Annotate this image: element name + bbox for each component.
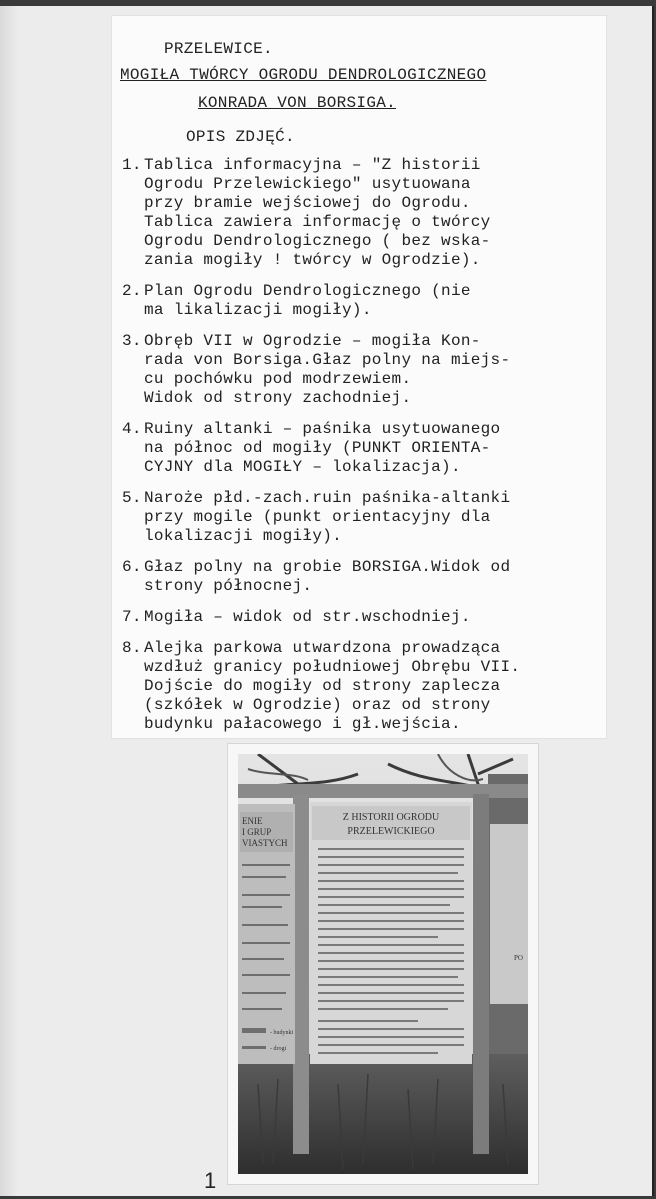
right-panel-label: PO xyxy=(514,954,523,962)
list-item xyxy=(122,156,600,270)
item-text: Alejka parkowa utwardzona prowadząca wzdłuż granicy południowej Obrębu VII. Dojście do mogiły od strony zaplecza (szkółek w Ogrodzie) oraz od strony budynku pałacowego i gł.wejścia. xyxy=(144,639,521,733)
item-number: 2. xyxy=(122,282,142,300)
document-title-line-2: KONRADA VON BORSIGA. xyxy=(198,94,397,112)
list-item xyxy=(122,608,600,627)
item-text: Naroże płd.-zach.ruin paśnika-altanki przy mogile (punkt orientacyjny dla lokalizacji mogiły). xyxy=(144,489,511,545)
list-item xyxy=(122,639,600,734)
item-number: 6. xyxy=(122,558,142,576)
item-number: 4. xyxy=(122,420,142,438)
photo-scene xyxy=(238,754,528,1174)
item-number: 1. xyxy=(122,156,142,174)
list-item xyxy=(122,420,600,477)
legend-roads: - drogi xyxy=(270,1046,287,1052)
photograph xyxy=(228,744,538,1184)
item-text: Mogiła – widok od str.wschodniej. xyxy=(144,608,471,626)
list-item xyxy=(122,332,600,408)
item-text: Plan Ogrodu Dendrologicznego (nie ma likalizacji mogiły). xyxy=(144,282,471,319)
page-number: 1 xyxy=(204,1168,217,1193)
item-text: Obręb VII w Ogrodzie – mogiła Kon- rada von Borsiga.Głaz polny na miejs- cu pochówku pod modrzewiem. Widok od strony zachodniej. xyxy=(144,332,511,407)
sign-title-line-2: PRZELEWICKIEGO xyxy=(347,826,435,837)
sign-title-line-1: Z HISTORII OGRODU xyxy=(342,812,440,823)
typed-description-sheet xyxy=(112,16,606,738)
left-panel-line-1: ENIE xyxy=(242,816,263,826)
photo-description-list xyxy=(122,156,600,746)
place-heading: PRZELEWICE. xyxy=(164,40,273,58)
item-number: 7. xyxy=(122,608,142,626)
list-item xyxy=(122,282,600,320)
document-title-line-1: MOGIŁA TWÓRCY OGRODU DENDROLOGICZNEGO xyxy=(120,66,487,84)
item-text: Ruiny altanki – paśnika usytuowanego na północ od mogiły (PUNKT ORIENTA- CYJNY dla MOGIŁY – lokalizacja). xyxy=(144,420,501,476)
information-board-photo xyxy=(238,754,528,1174)
mounting-board xyxy=(0,6,654,1196)
list-item xyxy=(122,489,600,546)
legend-buildings: - budynki xyxy=(270,1030,294,1036)
left-panel-line-3: VIASTYCH xyxy=(242,838,288,848)
item-text: Tablica informacyjna – "Z historii Ogrodu Przelewickiego" usytuowana przy bramie wejściowej do Ogrodu. Tablica zawiera informację o twórcy Ogrodu Dendrologicznego ( bez wska- zania mogiły ! twórcy w Ogrodzie). xyxy=(144,156,491,269)
item-number: 3. xyxy=(122,332,142,350)
item-number: 5. xyxy=(122,489,142,507)
left-panel-line-2: I GRUP xyxy=(242,827,272,837)
list-item xyxy=(122,558,600,596)
section-heading: OPIS ZDJĘĆ. xyxy=(186,128,295,146)
board-edge xyxy=(0,6,18,1196)
item-text: Głaz polny na grobie BORSIGA.Widok od strony północnej. xyxy=(144,558,511,595)
item-number: 8. xyxy=(122,639,142,657)
